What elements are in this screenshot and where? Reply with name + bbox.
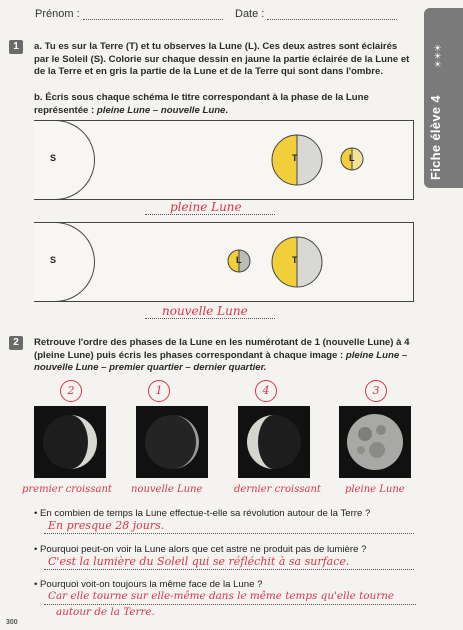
answer-line-q3 (44, 604, 416, 605)
answer-line-q2 (44, 569, 414, 570)
exercise-1-text-a: a. Tu es sur la Terre (T) et tu observes la Lune (L). Ces deux astres sont éclairés par le Soleil (S). Colorie sur chaque dessin en jaune la partie éclairée de la Lune et de la Terre et en gris la partie de la Lune et de la Terre qui sont dans l'ombre. (34, 41, 410, 77)
moon-photo-new-moon (136, 406, 208, 478)
moon-photo-waning-crescent (238, 406, 310, 478)
question-1: • En combien de temps la Lune effectue-t-elle sa révolution autour de la Terre ? (34, 508, 371, 519)
date-label: Date : (235, 8, 265, 20)
question-3: • Pourquoi voit-on toujours la même face de la Lune ? (34, 579, 263, 590)
answer-q3-continued: autour de la Terre. (56, 606, 155, 618)
photo-answer-1: premier croissant (22, 484, 112, 495)
answer-q1: En presque 28 jours. (48, 519, 165, 532)
order-number-4: 3 (365, 380, 387, 402)
diagram-full-moon (34, 120, 414, 200)
exercise-1-number: 1 (9, 40, 23, 54)
answer-line-2 (145, 318, 275, 319)
order-number-3: 4 (255, 380, 277, 402)
answer-q3: Car elle tourne sur elle-même dans le même temps qu'elle tourne (48, 590, 395, 602)
earth-label: T (292, 153, 298, 163)
answer-new-moon: nouvelle Lune (162, 304, 248, 318)
sun-label: S (50, 153, 57, 163)
date-field (235, 8, 397, 20)
order-number-1: 2 (60, 380, 82, 402)
answer-line-1 (145, 214, 275, 215)
exercise-1-text-b: b. Écris sous chaque schéma le titre correspondant à la phase de la Lune représentée : pleine Lune – nouvelle Lune. (34, 92, 369, 116)
earth-label: T (292, 255, 298, 265)
sun-label: S (50, 255, 57, 265)
difficulty-stars: ☀☀☀ (433, 43, 443, 68)
date-line (267, 10, 397, 20)
sun-shape (34, 222, 95, 302)
worksheet-tab (424, 8, 463, 188)
photo-answer-2: nouvelle Lune (131, 484, 203, 495)
answer-full-moon: pleine Lune (170, 200, 242, 214)
exercise-2-text: Retrouve l'ordre des phases de la Lune en les numérotant de 1 (nouvelle Lune) à 4 (pleine Lune) puis écris les phases correspondant à chaque image : pleine Lune – nouvelle Lune – premier quartier – dernier quartier. (34, 337, 410, 373)
question-2: • Pourquoi peut-on voir la Lune alors que cet astre ne produit pas de lumière ? (34, 544, 367, 555)
moon-photo-waxing-crescent (34, 406, 106, 478)
moon-label: L (236, 255, 242, 265)
sun-shape (34, 120, 95, 200)
photo-answer-3: dernier croissant (234, 484, 321, 495)
exercise-2-number: 2 (9, 336, 23, 350)
worksheet-label: Fiche élève 4 (428, 95, 443, 180)
order-number-2: 1 (148, 380, 170, 402)
answer-line-q1 (44, 533, 414, 534)
prenom-label: Prénom : (35, 8, 80, 20)
answer-q2: C'est la lumière du Soleil qui se réfléchit à sa surface. (48, 555, 350, 568)
page-number: 300 (6, 619, 18, 626)
moon-photo-full-moon (339, 406, 411, 478)
diagram-new-moon (34, 222, 414, 302)
moon-label: L (349, 153, 355, 163)
prenom-field (35, 8, 223, 20)
prenom-line (83, 10, 223, 20)
photo-answer-4: pleine Lune (345, 484, 405, 495)
